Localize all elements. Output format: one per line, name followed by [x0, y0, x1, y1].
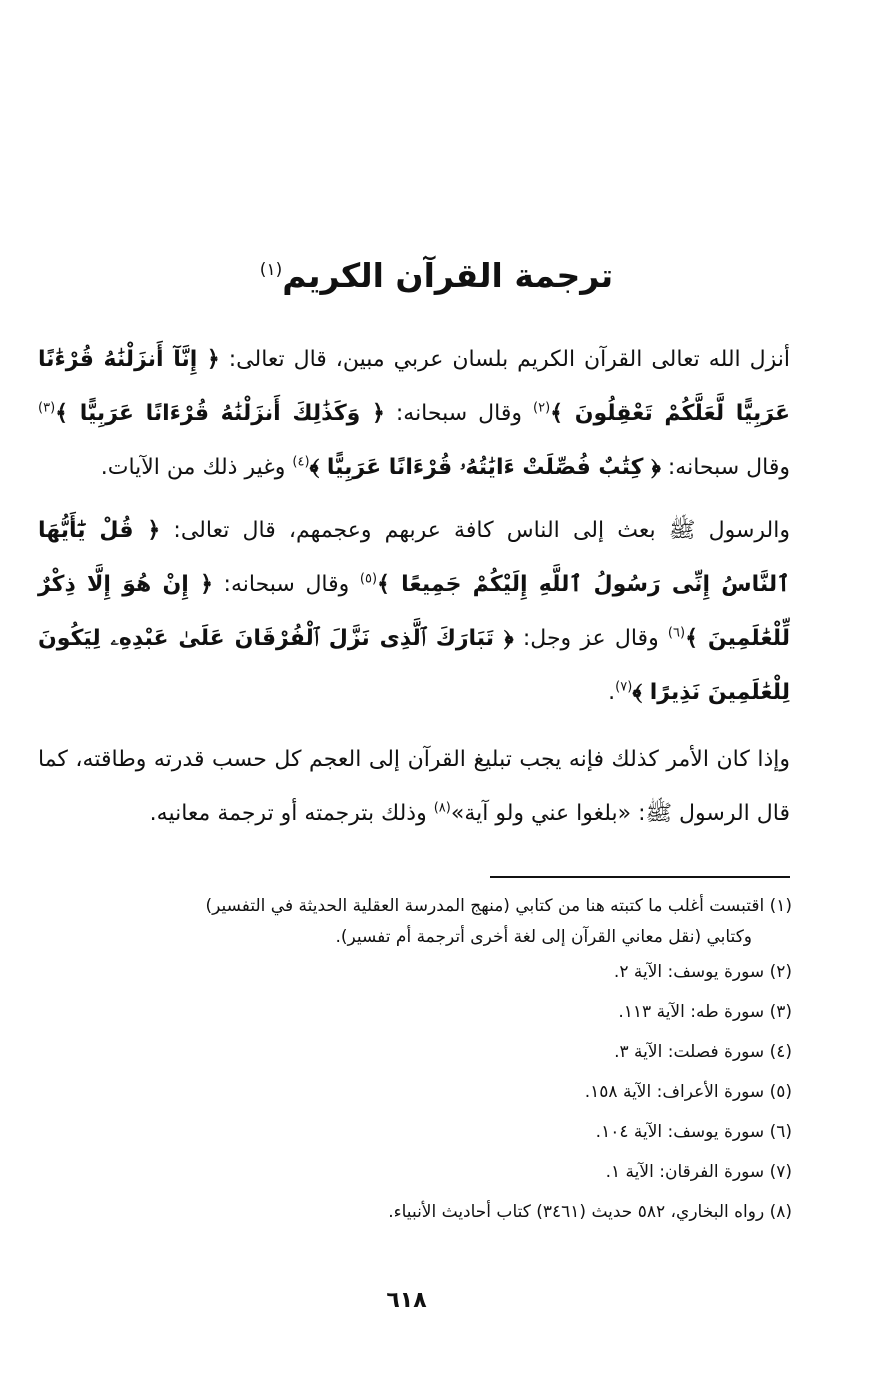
- title-footnote-ref: (١): [259, 260, 283, 281]
- quran-verse-3: ﴿ كِتَٰبٌ فُصِّلَتْ ءَايَٰتُهُۥ قُرْءَانًا عَرَبِيًّا ﴾: [309, 455, 661, 480]
- footnote-ref-5: (٥): [359, 571, 378, 587]
- footnote-4: (٤) سورة فصلت: الآية ٣.: [614, 1042, 792, 1062]
- page-number: ٦١٨: [386, 1288, 427, 1313]
- footnote-8: (٨) رواه البخاري، ٥٨٢ حديث (٣٤٦١) كتاب أحاديث الأنبياء.: [388, 1202, 792, 1222]
- paragraph-3-text-1: وإذا كان الأمر كذلك فإنه يجب تبليغ القرآن إلى العجم كل حسب قدرته وطاقته، كما قال الرسول ﷺ: «بلغوا عني ولو آية»: [38, 747, 790, 826]
- paragraph-1-text-4: وغير ذلك من الآيات.: [100, 455, 293, 480]
- paragraph-1-text-2: وقال سبحانه:: [384, 401, 533, 426]
- footnote-ref-7: (٧): [615, 679, 633, 695]
- quran-verse-4: ﴿ قُلْ يَٰٓأَيُّهَا ٱلنَّاسُ إِنِّى رَسُولُ ٱللَّهِ إِلَيْكُمْ جَمِيعًا ﴾: [38, 518, 790, 597]
- footnote-1-continued: وكتابي (نقل معاني القرآن إلى لغة أخرى أترجمة أم تفسير).: [335, 927, 752, 947]
- footnote-ref-2: (٢): [533, 400, 551, 416]
- paragraph-3: [38, 733, 790, 841]
- footnote-ref-3: (٣): [38, 400, 56, 416]
- footnotes: [30, 890, 792, 1232]
- footnote-1: (١) اقتبست أغلب ما كتبته هنا من كتابي (منهج المدرسة العقلية الحديثة في التفسير): [205, 896, 792, 916]
- footnote-ref-6: (٦): [667, 625, 686, 641]
- footnote-ref-4: (٤): [292, 454, 310, 470]
- footnote-6: (٦) سورة يوسف: الآية ١٠٤.: [595, 1122, 792, 1142]
- paragraph-2-text-1: والرسول ﷺ بعث إلى الناس كافة عربهم وعجمهم، قال تعالى:: [160, 518, 790, 543]
- footnote-ref-8: (٨): [433, 800, 451, 816]
- quran-verse-1: ﴿ إِنَّآ أَنزَلْنَٰهُ قُرْءَٰنًا عَرَبِيًّا لَّعَلَّكُمْ تَعْقِلُونَ ﴾: [38, 347, 791, 426]
- footnote-2: (٢) سورة يوسف: الآية ٢.: [613, 962, 792, 982]
- quran-verse-2: ﴿ وَكَذَٰلِكَ أَنزَلْنَٰهُ قُرْءَانًا عَرَبِيًّا ﴾: [55, 401, 385, 426]
- paragraph-1-text-1: أنزل الله تعالى القرآن الكريم بلسان عربي مبين، قال تعالى:: [219, 347, 790, 372]
- paragraph-1: [38, 333, 790, 495]
- footnote-divider: [490, 876, 790, 878]
- page-title: [0, 244, 873, 302]
- footnote-3: (٣) سورة طه: الآية ١١٣.: [618, 1002, 792, 1022]
- paragraph-3-text-2: وذلك بترجمته أو ترجمة معانيه.: [149, 801, 434, 826]
- paragraph-2: [38, 504, 790, 720]
- footnote-7: (٧) سورة الفرقان: الآية ١.: [605, 1162, 792, 1182]
- paragraph-2-text-3: وقال عز وجل:: [513, 626, 668, 651]
- paragraph-2-text-4: .: [608, 680, 616, 705]
- quran-verse-5: ﴿ إِنْ هُوَ إِلَّا ذِكْرٌ لِّلْعَٰلَمِينَ ﴾: [38, 572, 791, 651]
- footnote-5: (٥) سورة الأعراف: الآية ١٥٨.: [584, 1082, 792, 1102]
- quran-verse-6: ﴿ تَبَارَكَ ٱلَّذِى نَزَّلَ ٱلْفُرْقَانَ عَلَىٰ عَبْدِهِۦ لِيَكُونَ لِلْعَٰلَمِينَ نَذِيرًا ﴾: [38, 626, 790, 705]
- paragraph-2-text-2: وقال سبحانه:: [212, 572, 360, 597]
- paragraph-1-text-3: وقال سبحانه:: [660, 455, 790, 480]
- title-text: ترجمة القرآن الكريم: [282, 256, 614, 296]
